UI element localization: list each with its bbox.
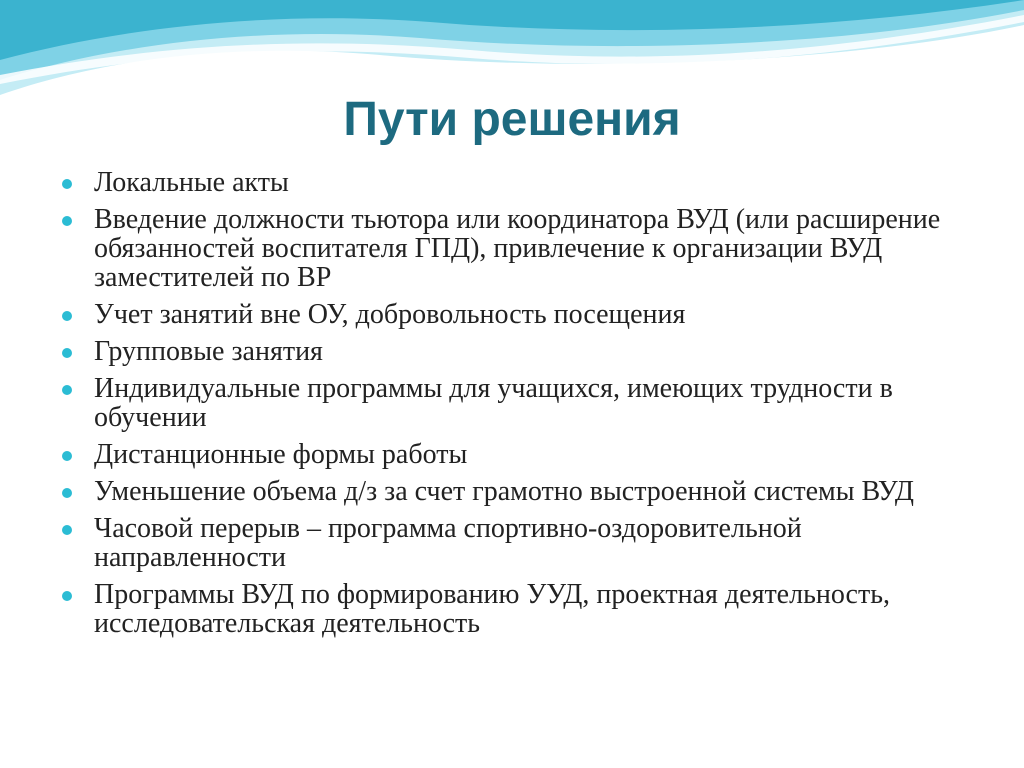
bullet-text: Введение должности тьютора или координатора ВУД (или расширение обязанностей воспитателя ГПД), привлечение к организации ВУД заместителей по ВР [94,204,941,293]
bullet-text: Программы ВУД по формированию УУД, проектная деятельность, исследовательская деятельность [94,579,890,639]
bullet-item [62,374,962,432]
bullet-dot-icon [62,525,72,535]
bullet-dot-icon [62,348,72,358]
bullet-item [62,477,962,506]
bullet-dot-icon [62,488,72,498]
bullet-text: Часовой перерыв – программа спортивно-оздоровительной направленности [94,513,802,573]
slide-title: Пути решения [343,93,681,146]
bullet-dot-icon [62,451,72,461]
bullet-item [62,440,962,469]
bullet-item [62,300,962,329]
bullet-item [62,580,962,638]
bullet-dot-icon [62,216,72,226]
bullet-dot-icon [62,591,72,601]
bullet-text: Групповые занятия [94,336,323,367]
bullet-dot-icon [62,385,72,395]
bullet-text: Дистанционные формы работы [94,439,468,470]
bullet-item [62,337,962,366]
bullet-item [62,514,962,572]
bullet-item [62,205,962,292]
bullet-dot-icon [62,311,72,321]
bullet-text: Локальные акты [94,167,289,198]
bullet-dot-icon [62,179,72,189]
bullet-item [62,168,962,197]
bullet-text: Уменьшение объема д/з за счет грамотно выстроенной системы ВУД [94,476,915,507]
bullet-list [62,168,962,646]
bullet-text: Учет занятий вне ОУ, добровольность посещения [94,299,686,330]
bullet-text: Индивидуальные программы для учащихся, имеющих трудности в обучении [94,373,893,433]
